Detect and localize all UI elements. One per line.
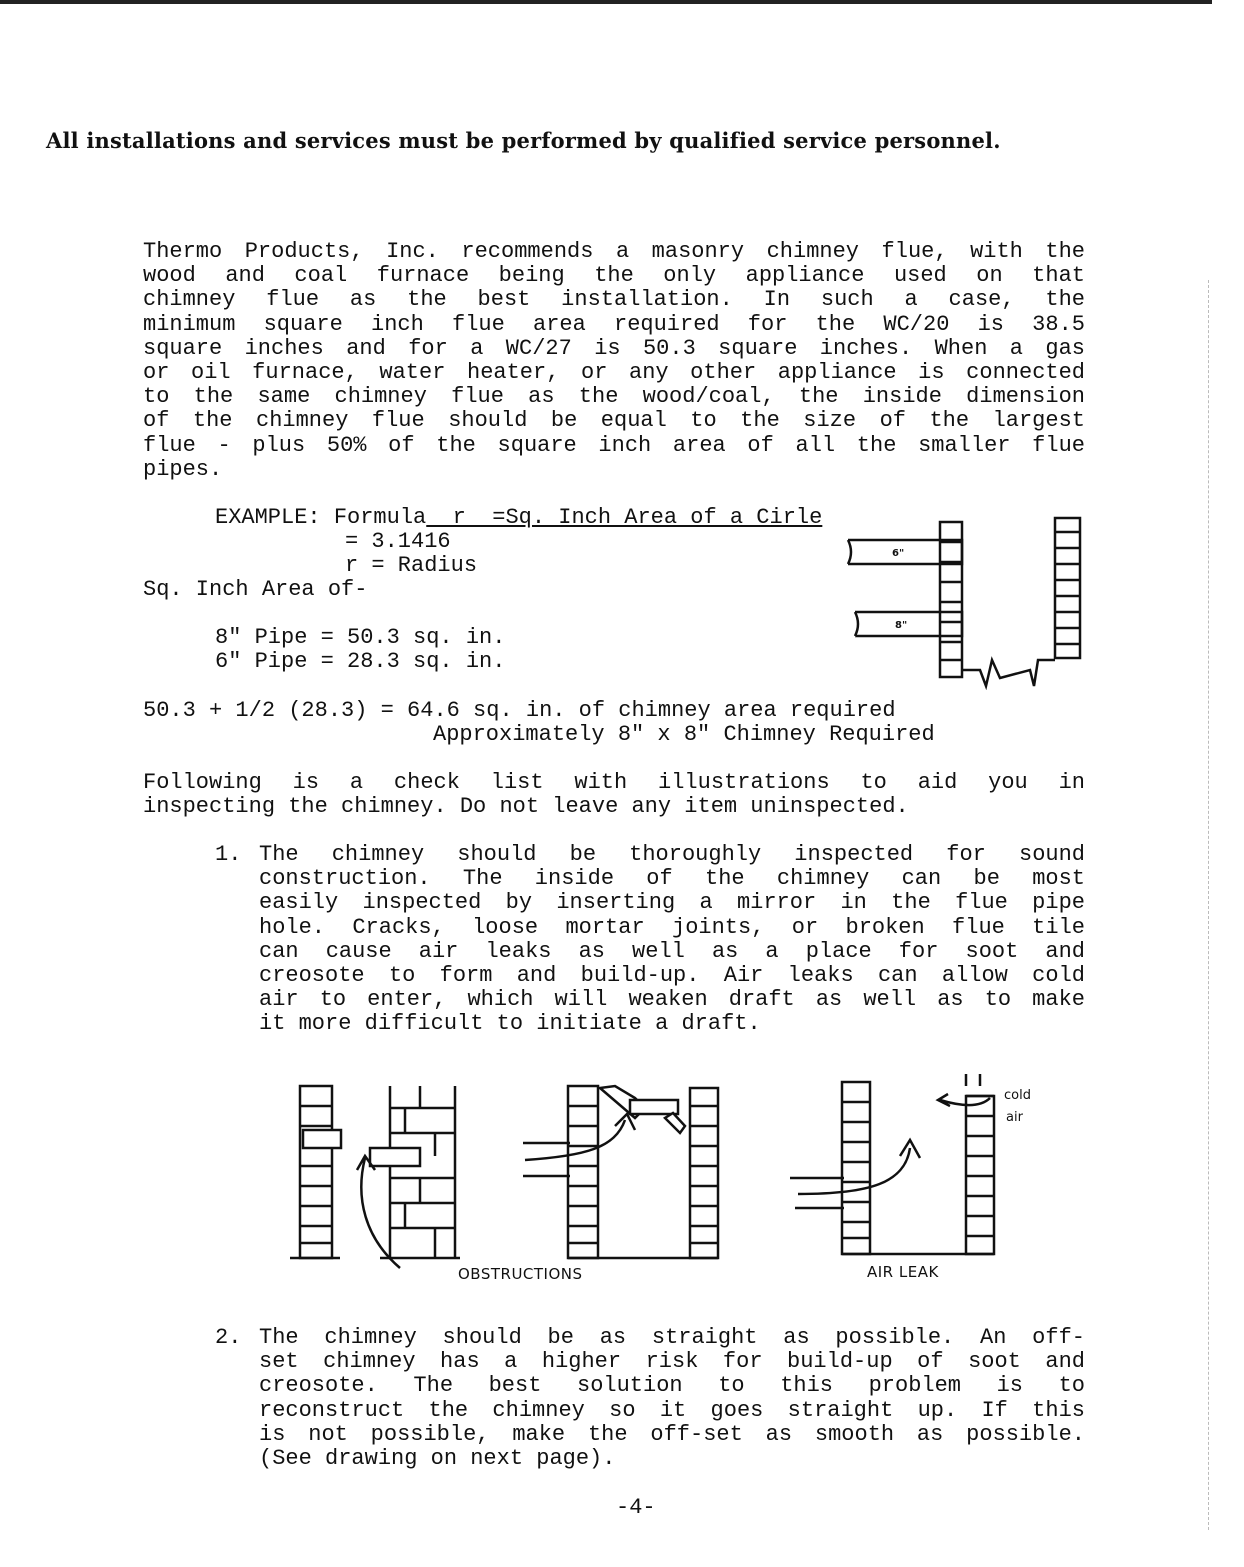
example-formula-line	[215, 506, 822, 530]
intro-line: to the same chimney flue as the wood/coal, the inside dimension	[143, 384, 1085, 410]
intro-line: or oil furnace, water heater, or any other appliance is connected	[143, 360, 1085, 386]
example-label: EXAMPLE:	[215, 505, 321, 530]
flue-connection-diagram	[840, 510, 1100, 690]
intro-line: flue - plus 50% of the square inch area of all the smaller flue	[143, 432, 1085, 458]
pi-line: = 3.1416	[345, 529, 451, 554]
air-leak-caption: AIR LEAK	[867, 1263, 939, 1281]
formula-definition: r =Sq. Inch Area of a Cirle	[426, 505, 823, 530]
formula-word: Formula	[333, 505, 427, 530]
obstructions-illustration	[285, 1078, 725, 1278]
item-2-number: 2.	[215, 1325, 242, 1350]
item-line: construction. The inside of the chimney can be most	[259, 866, 1085, 892]
item-line: is not possible, make the off-set as smooth as possible.	[259, 1421, 1085, 1447]
checklist-intro	[143, 771, 1085, 819]
intro-line: Thermo Products, Inc. recommends a masonry chimney flue, with the	[143, 239, 1085, 264]
item-1-number: 1.	[215, 842, 242, 867]
intro-line: chimney flue as the best installation. In such a case, the	[143, 287, 1085, 313]
page-number: -4-	[616, 1495, 656, 1520]
safety-notice: All installations and services must be performed by qualified service personnel.	[46, 128, 1001, 153]
obstructions-caption: OBSTRUCTIONS	[458, 1265, 583, 1283]
intro-line: pipes.	[143, 456, 223, 482]
pipe-top-label: 6"	[892, 548, 905, 559]
intro-line: minimum square inch flue area required for the WC/20 is 38.5	[143, 311, 1085, 337]
intro-line: square inches and for a WC/27 is 50.3 square inches. When a gas	[143, 335, 1085, 361]
intro-line: wood and coal furnace being the only appliance used on that	[143, 263, 1085, 289]
air-label: air	[1006, 1110, 1023, 1125]
cold-label: cold	[1004, 1088, 1031, 1103]
pipe-bottom-label: 8"	[895, 620, 908, 631]
air-leak-illustration	[780, 1068, 1010, 1268]
item-1-text	[259, 843, 1085, 1037]
item-line: creosote. The best solution to this problem is to	[259, 1373, 1085, 1399]
chimney-size-approx: Approximately 8" x 8" Chimney Required	[433, 722, 935, 747]
item-line: (See drawing on next page).	[259, 1446, 616, 1472]
item-2-text	[259, 1326, 1085, 1471]
item-line: The chimney should be thoroughly inspected for sound	[259, 842, 1085, 867]
item-line: it more difficult to initiate a draft.	[259, 1011, 761, 1037]
item-line: reconstruct the chimney so it goes straight up. If this	[259, 1397, 1085, 1423]
item-line: hole. Cracks, loose mortar joints, or broken flue tile	[259, 914, 1085, 940]
pipe-6-area: 6" Pipe = 28.3 sq. in.	[215, 649, 506, 674]
item-line: creosote to form and build-up. Air leaks can allow cold	[259, 963, 1085, 989]
item-line: set chimney has a higher risk for build-up of soot and	[259, 1349, 1085, 1375]
sq-inch-label: Sq. Inch Area of-	[143, 577, 368, 602]
checklist-intro-line: inspecting the chimney. Do not leave any item uninspected.	[143, 794, 909, 820]
intro-line: of the chimney flue should be equal to the size of the largest	[143, 408, 1085, 434]
top-border-line	[0, 0, 1212, 4]
item-line: can cause air leaks as well as a place for soot and	[259, 938, 1085, 964]
item-line: easily inspected by inserting a mirror in the flue pipe	[259, 890, 1085, 916]
checklist-intro-line: Following is a check list with illustrations to aid you in	[143, 770, 1085, 795]
radius-line: r = Radius	[345, 553, 478, 578]
pipe-8-area: 8" Pipe = 50.3 sq. in.	[215, 625, 506, 650]
item-line: air to enter, which will weaken draft as well as to make	[259, 987, 1085, 1013]
right-margin-line	[1208, 280, 1209, 1530]
area-calculation: 50.3 + 1/2 (28.3) = 64.6 sq. in. of chimney area required	[143, 698, 896, 723]
item-line: The chimney should be as straight as possible. An off-	[259, 1325, 1085, 1350]
intro-paragraph	[143, 240, 1085, 482]
